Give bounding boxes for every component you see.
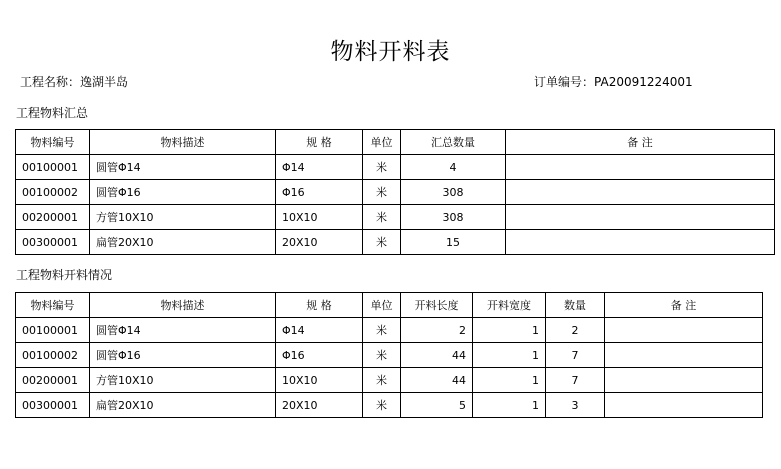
quantity: 7	[546, 368, 605, 393]
cut-length: 2	[401, 318, 473, 343]
order-number: PA20091224001	[594, 75, 693, 89]
cut-width: 1	[473, 393, 546, 418]
total-qty: 15	[401, 230, 506, 255]
table-row	[16, 368, 763, 393]
material-unit: 米	[363, 343, 401, 368]
material-unit: 米	[363, 318, 401, 343]
project-info	[20, 73, 128, 90]
material-code: 00100002	[16, 343, 90, 368]
header-cell: 单位	[363, 293, 401, 318]
remark	[605, 368, 763, 393]
summary-header-row	[16, 130, 775, 155]
material-unit: 米	[363, 205, 401, 230]
material-spec: Φ14	[276, 318, 363, 343]
material-code: 00200001	[16, 205, 90, 230]
cut-length: 44	[401, 343, 473, 368]
page-title: 物料开料表	[330, 39, 451, 65]
total-qty: 308	[401, 205, 506, 230]
cutting-header-row	[16, 293, 763, 318]
material-desc: 扁管20X10	[90, 230, 276, 255]
material-unit: 米	[363, 155, 401, 180]
header-cell: 单位	[363, 130, 401, 155]
table-row	[16, 230, 775, 255]
total-qty: 4	[401, 155, 506, 180]
material-code: 00100001	[16, 318, 90, 343]
header-cell: 开料宽度	[473, 293, 546, 318]
material-unit: 米	[363, 368, 401, 393]
material-spec: 20X10	[276, 393, 363, 418]
remark	[506, 155, 775, 180]
summary-table	[15, 129, 775, 255]
total-qty: 308	[401, 180, 506, 205]
table-row	[16, 393, 763, 418]
table-row	[16, 318, 763, 343]
material-desc: 扁管20X10	[90, 393, 276, 418]
material-unit: 米	[363, 180, 401, 205]
quantity: 2	[546, 318, 605, 343]
table-row	[16, 180, 775, 205]
material-spec: 20X10	[276, 230, 363, 255]
order-label: 订单编号：	[534, 75, 595, 89]
remark	[605, 393, 763, 418]
material-desc: 圆管Φ16	[90, 343, 276, 368]
material-desc: 方管10X10	[90, 205, 276, 230]
material-code: 00100001	[16, 155, 90, 180]
material-spec: Φ16	[276, 343, 363, 368]
table-row	[16, 155, 775, 180]
header-cell: 物料编号	[16, 130, 90, 155]
header-cell: 备 注	[605, 293, 763, 318]
header-cell: 规 格	[276, 130, 363, 155]
header-cell: 物料描述	[90, 293, 276, 318]
material-desc: 圆管Φ16	[90, 180, 276, 205]
material-unit: 米	[363, 230, 401, 255]
quantity: 7	[546, 343, 605, 368]
order-info	[534, 73, 693, 90]
remark	[605, 318, 763, 343]
material-code: 00300001	[16, 393, 90, 418]
cut-width: 1	[473, 368, 546, 393]
remark	[506, 180, 775, 205]
remark	[605, 343, 763, 368]
material-code: 00200001	[16, 368, 90, 393]
material-desc: 圆管Φ14	[90, 318, 276, 343]
material-unit: 米	[363, 393, 401, 418]
material-spec: Φ14	[276, 155, 363, 180]
material-spec: 10X10	[276, 205, 363, 230]
table-row	[16, 343, 763, 368]
cut-width: 1	[473, 343, 546, 368]
summary-heading: 工程物料汇总	[16, 106, 89, 120]
header-cell: 开料长度	[401, 293, 473, 318]
material-desc: 方管10X10	[90, 368, 276, 393]
cutting-heading: 工程物料开料情况	[16, 268, 113, 282]
cutting-table	[15, 292, 763, 418]
header-cell: 规 格	[276, 293, 363, 318]
material-code: 00100002	[16, 180, 90, 205]
cut-length: 44	[401, 368, 473, 393]
remark	[506, 205, 775, 230]
header-cell: 物料编号	[16, 293, 90, 318]
project-label: 工程名称：	[20, 75, 81, 89]
header-cell: 备 注	[506, 130, 775, 155]
header-cell: 物料描述	[90, 130, 276, 155]
header-cell: 汇总数量	[401, 130, 506, 155]
material-desc: 圆管Φ14	[90, 155, 276, 180]
project-name: 逸湖半岛	[80, 75, 129, 89]
material-code: 00300001	[16, 230, 90, 255]
material-spec: Φ16	[276, 180, 363, 205]
table-row	[16, 205, 775, 230]
cut-width: 1	[473, 318, 546, 343]
remark	[506, 230, 775, 255]
material-spec: 10X10	[276, 368, 363, 393]
header-cell: 数量	[546, 293, 605, 318]
cut-length: 5	[401, 393, 473, 418]
quantity: 3	[546, 393, 605, 418]
